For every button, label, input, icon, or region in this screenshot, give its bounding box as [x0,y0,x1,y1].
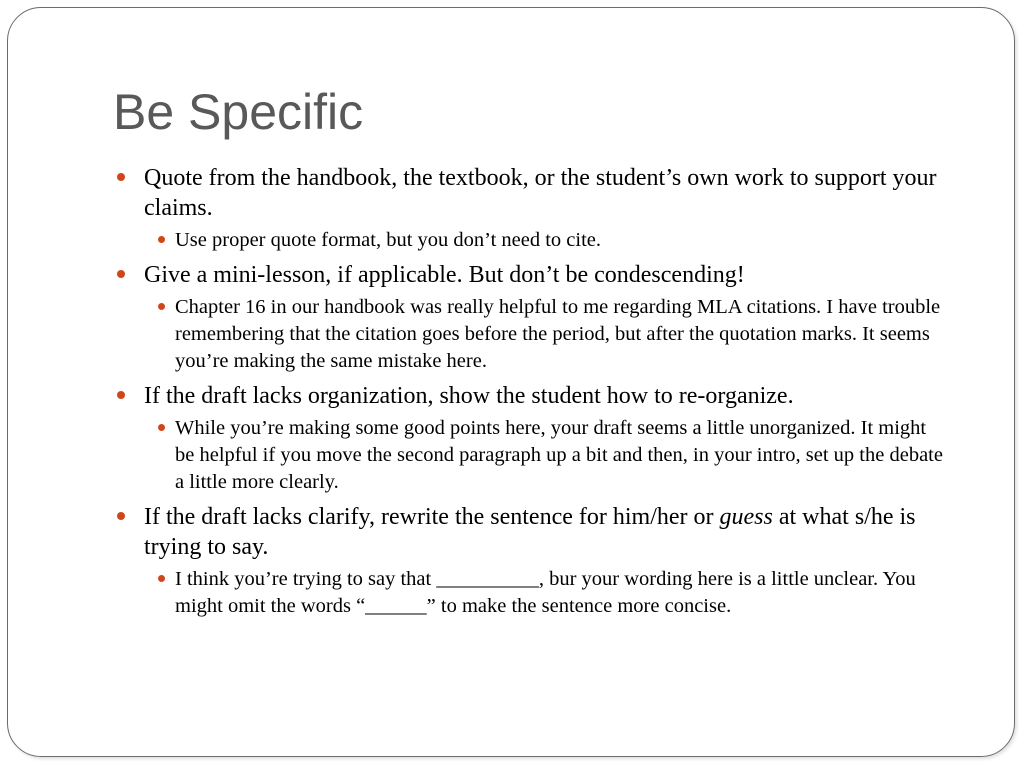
sub-bullet-dot-icon [158,303,165,310]
sub-bullet-text: Chapter 16 in our handbook was really helpful to me regarding MLA citations. I have trouble remembering that the citation goes before the period, but after the quotation marks. It seems you’re making the same mistake here. [175,296,941,372]
sub-bullet-text: Use proper quote format, but you don’t need to cite. [175,229,602,251]
sub-bullet-item [145,227,947,254]
slide-content [117,163,947,626]
bullet-dot-icon [117,173,125,181]
sub-bullet-dot-icon [158,424,165,431]
sub-bullet-list [144,294,947,375]
sub-bullet-item [145,566,947,620]
bullet-list [117,163,947,620]
sub-bullet-item [145,294,947,375]
bullet-text-before: If the draft lacks clarify, rewrite the sentence for him/her or [144,504,720,530]
bullet-item-clarity [117,502,947,620]
bullet-text: If the draft lacks organization, show the student how to re-organize. [144,383,794,409]
bullet-dot-icon [117,512,125,520]
slide-title: Be Specific [113,84,364,140]
sub-bullet-dot-icon [158,575,165,582]
bullet-item-quote [117,163,947,254]
sub-bullet-text: I think you’re trying to say that __________, bur your wording here is a little unclear. You might omit the words “______” to make the sentence more concise. [175,568,916,617]
bullet-item-mini-lesson [117,260,947,375]
bullet-text-after: at what s/he is trying to say. [144,504,916,560]
bullet-item-organization [117,381,947,496]
bullet-text [144,504,916,560]
sub-bullet-list [144,566,947,620]
bullet-dot-icon [117,391,125,399]
sub-bullet-dot-icon [158,236,165,243]
sub-bullet-item [145,415,947,496]
sub-bullet-text: While you’re making some good points here, your draft seems a little unorganized. It might be helpful if you move the second paragraph up a bit and then, in your intro, set up the debate a little more clearly. [175,417,943,493]
bullet-text: Give a mini-lesson, if applicable. But don’t be condescending! [144,262,745,288]
bullet-dot-icon [117,270,125,278]
bullet-text-emphasis: guess [719,504,773,530]
sub-bullet-list [144,227,947,254]
bullet-text: Quote from the handbook, the textbook, or the student’s own work to support your claims. [144,165,937,221]
sub-bullet-list [144,415,947,496]
